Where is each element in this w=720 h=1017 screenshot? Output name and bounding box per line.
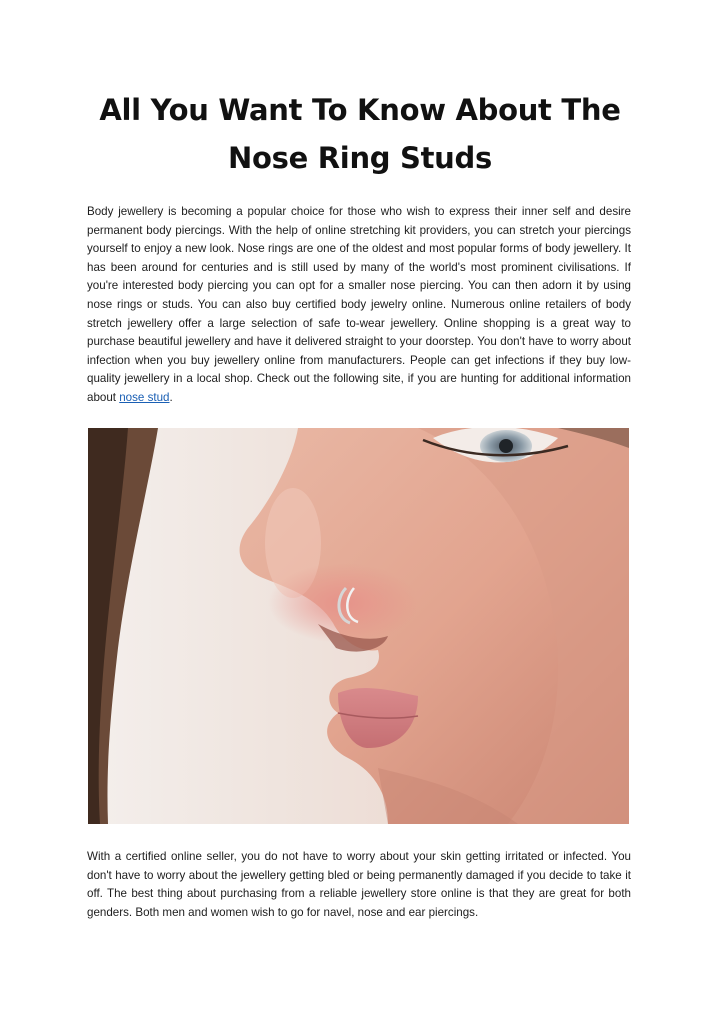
intro-paragraph-suffix: . [169,390,173,404]
intro-paragraph [87,203,631,408]
nose-stud-link[interactable]: nose stud [119,390,170,404]
second-paragraph: With a certified online seller, you do not have to worry about your skin getting irritated or infected. You don't have to worry about the jewellery getting bled or being permanently damaged if you decide to take it off. The best thing about purchasing from a reliable jewellery store online is that they are great for both genders. Both men and women wish to go for navel, nose and ear piercings. [87,850,631,919]
nose-ring-photo-illustration [88,428,629,824]
nose-ring-photo [88,428,629,824]
intro-paragraph-text: Body jewellery is becoming a popular choice for those who wish to express their inner self and desire permanent body piercings. With the help of online stretching kit providers, you can stretch your piercings yourself to enjoy a new look. Nose rings are one of the oldest and most popular forms of body jewellery. It has been around for centuries and is still used by many of the world's most prominent civilisations. If you're interested body piercing you can opt for a smaller nose piercing. You can then adorn it by using nose rings or studs. You can also buy certified body jewelry online. Numerous online retailers of body stretch jewellery offer a large selection of safe to-wear jewellery. Online shopping is a great way to purchase beautiful jewellery and have it delivered straight to your doorstep. You don't have to worry about infection when you buy jewellery online from manufacturers. People can get infections if they buy low-quality jewellery in a local shop. Check out the following site, if you are hunting for additional information about [87,205,631,404]
article-title: All You Want To Know About The Nose Ring Studs [99,93,621,175]
